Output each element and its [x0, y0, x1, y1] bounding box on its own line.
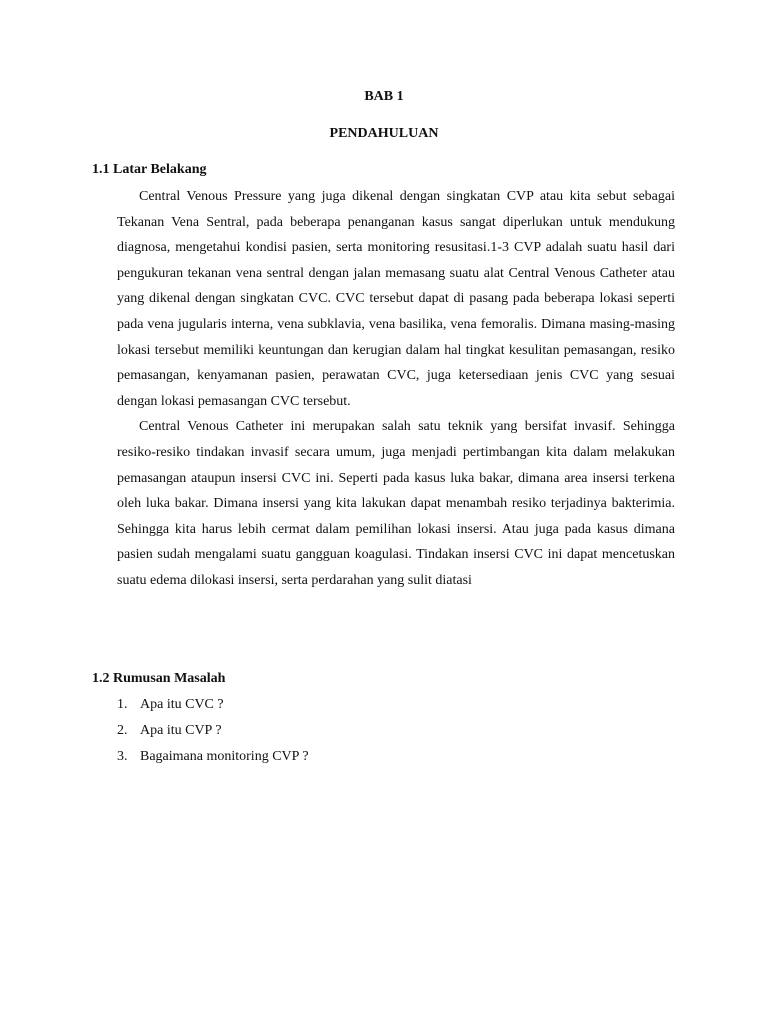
section-body-latar-belakang — [117, 184, 675, 594]
list-item-text: Apa itu CVC ? — [140, 697, 224, 712]
paragraph-1: Central Venous Pressure yang juga dikenal dengan singkatan CVP atau kita sebut sebagai Tekanan Vena Sentral, pada beberapa penanganan kasus sangat diperlukan untuk mendukung diagnosa, mengetahui kondisi pasien, serta monitoring resusitasi.1-3 CVP adalah suatu hasil dari pengukuran tekanan vena sentral dengan jalan memasang suatu alat Central Venous Catheter atau yang dikenal dengan singkatan CVC. CVC tersebut dapat di pasang pada beberapa lokasi seperti pada vena jugularis interna, vena subklavia, vena basilika, vena femoralis. Dimana masing-masing lokasi tersebut memiliki keuntungan dan kerugian dalam hal tingkat kesulitan pemasangan, resiko pemasangan, kenyamanan pasien, perawatan CVC, juga ketersediaan jenis CVC yang sesuai dengan lokasi pemasangan CVC tersebut. — [117, 189, 675, 409]
list-item-number: 1. — [117, 697, 128, 712]
section-heading-rumusan-masalah: 1.2 Rumusan Masalah — [92, 671, 226, 686]
list-item — [117, 744, 309, 770]
question-list — [117, 692, 309, 770]
list-item — [117, 692, 309, 718]
list-item-text: Bagaimana monitoring CVP ? — [140, 749, 309, 764]
chapter-number: BAB 1 — [364, 89, 404, 104]
section-heading-latar-belakang: 1.1 Latar Belakang — [92, 162, 207, 177]
list-item-number: 2. — [117, 723, 128, 738]
list-item-number: 3. — [117, 749, 128, 764]
paragraph-2: Central Venous Catheter ini merupakan salah satu teknik yang bersifat invasif. Sehingga resiko-resiko tindakan invasif secara umum, juga menjadi pertimbangan kita dalam melakukan pemasangan ataupun insersi CVC ini. Seperti pada kasus luka bakar, dimana area insersi terkena oleh luka bakar. Dimana insersi yang kita lakukan dapat menambah resiko terjadinya bakterimia. Sehingga kita harus lebih cermat dalam pemilihan lokasi insersi. Atau juga pada kasus dimana pasien sudah mengalami suatu gangguan koagulasi. Tindakan insersi CVC ini dapat mencetuskan suatu edema dilokasi insersi, serta perdarahan yang sulit diatasi — [117, 419, 675, 588]
chapter-title: PENDAHULUAN — [329, 126, 439, 141]
list-item — [117, 718, 309, 744]
list-item-text: Apa itu CVP ? — [140, 723, 222, 738]
